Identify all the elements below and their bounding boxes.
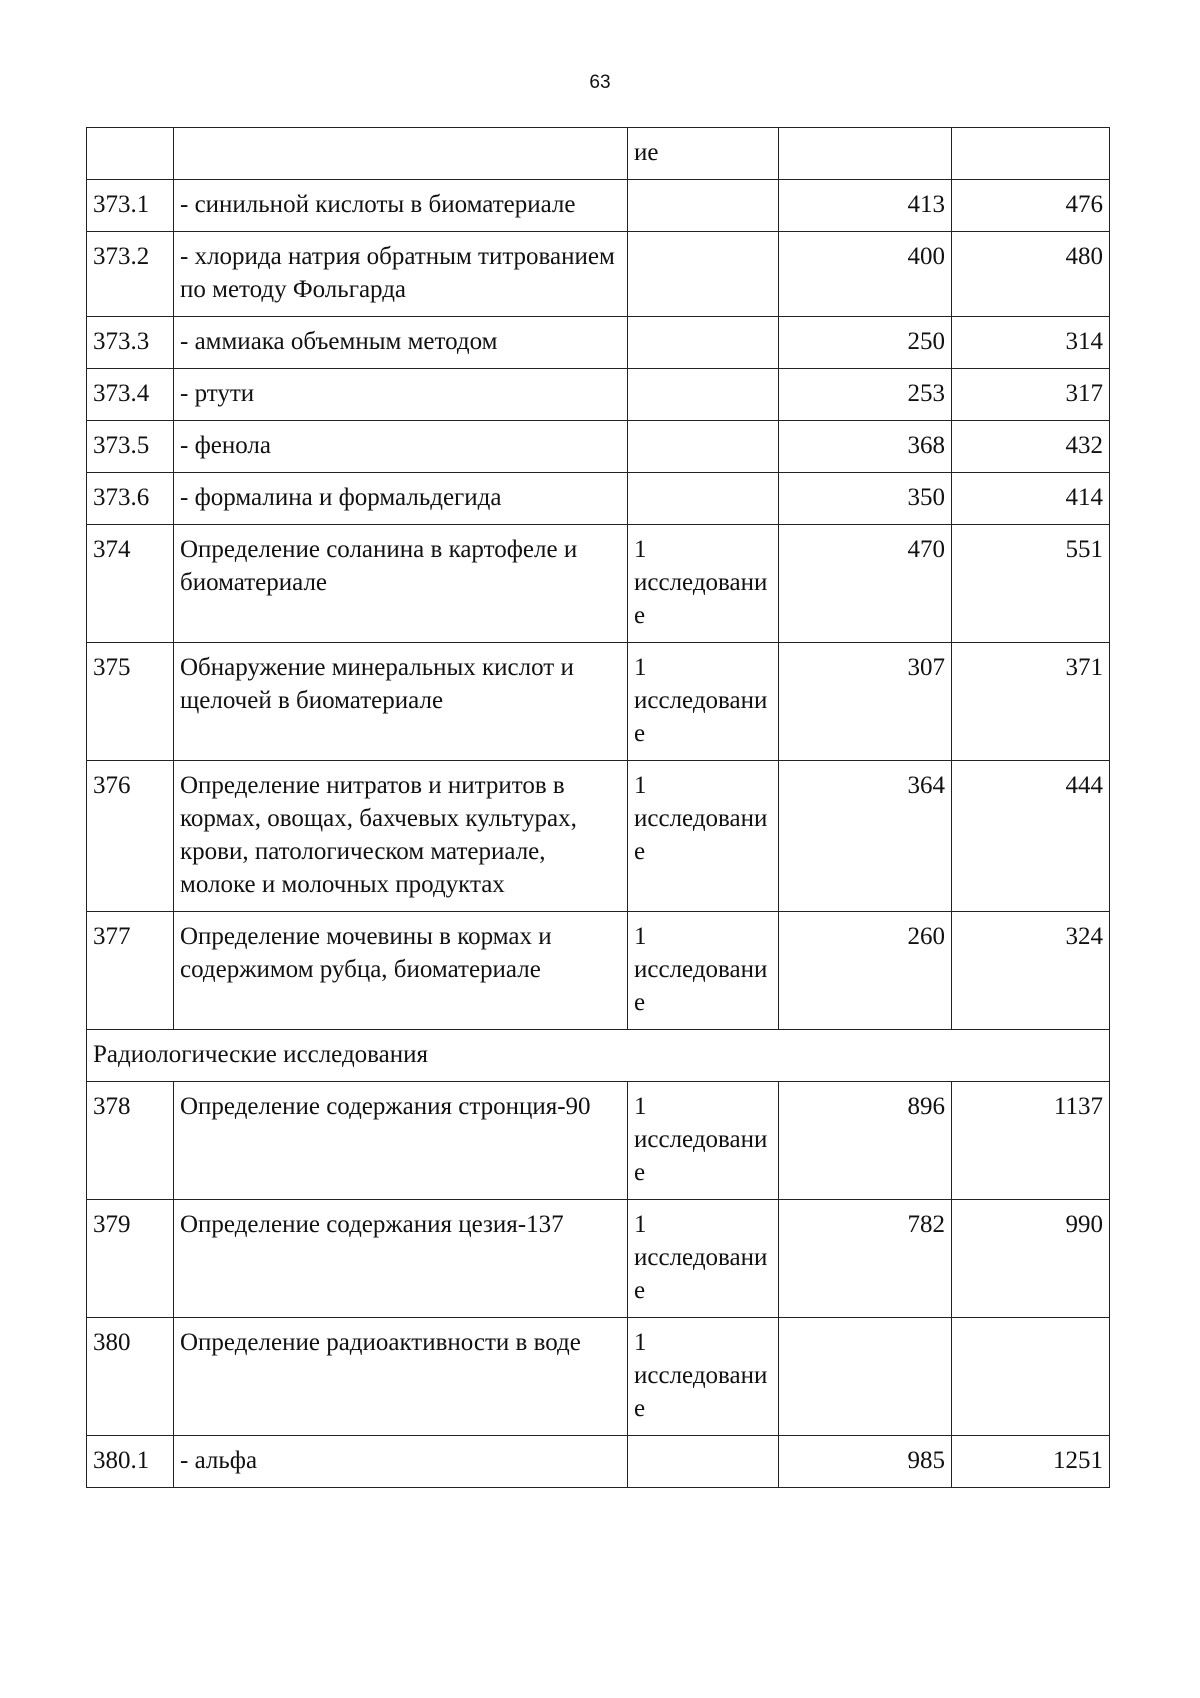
unit-cell: 1 исследование xyxy=(628,525,779,643)
code-cell: 374 xyxy=(87,525,174,643)
table-row xyxy=(87,525,1110,643)
name-cell: - синильной кислоты в биоматериале xyxy=(174,180,628,232)
price-1-cell: 782 xyxy=(779,1200,952,1318)
price-2-cell: 551 xyxy=(952,525,1110,643)
section-title: Радиологические исследования xyxy=(87,1030,1110,1082)
code-cell: 376 xyxy=(87,761,174,912)
price-2-cell: 371 xyxy=(952,643,1110,761)
table-row xyxy=(87,473,1110,525)
unit-cell xyxy=(628,180,779,232)
table-row xyxy=(87,421,1110,473)
unit-cell xyxy=(628,232,779,317)
table-row xyxy=(87,1082,1110,1200)
code-cell: 373.2 xyxy=(87,232,174,317)
price-1-cell: 985 xyxy=(779,1436,952,1488)
name-cell xyxy=(174,128,628,180)
table-row xyxy=(87,128,1110,180)
price-1-cell: 364 xyxy=(779,761,952,912)
name-cell: - хлорида натрия обратным титрованием по методу Фольгарда xyxy=(174,232,628,317)
code-cell: 377 xyxy=(87,912,174,1030)
unit-cell: 1 исследование xyxy=(628,643,779,761)
price-1-cell: 470 xyxy=(779,525,952,643)
unit-cell: 1 исследование xyxy=(628,1200,779,1318)
unit-cell: 1 исследование xyxy=(628,912,779,1030)
price-2-cell: 476 xyxy=(952,180,1110,232)
price-2-cell: 990 xyxy=(952,1200,1110,1318)
code-cell: 373.5 xyxy=(87,421,174,473)
section-header-row xyxy=(87,1030,1110,1082)
price-2-cell: 1137 xyxy=(952,1082,1110,1200)
unit-cell xyxy=(628,421,779,473)
table-body xyxy=(87,128,1110,1488)
name-cell: Определение содержания цезия-137 xyxy=(174,1200,628,1318)
name-cell: - формалина и формальдегида xyxy=(174,473,628,525)
name-cell: Определение соланина в картофеле и биоматериале xyxy=(174,525,628,643)
name-cell: Определение нитратов и нитритов в кормах, овощах, бахчевых культурах, крови, патологическом материале, молоке и молочных продуктах xyxy=(174,761,628,912)
unit-cell: ие xyxy=(628,128,779,180)
table-row xyxy=(87,232,1110,317)
price-1-cell: 253 xyxy=(779,369,952,421)
table-row xyxy=(87,912,1110,1030)
table-row xyxy=(87,317,1110,369)
price-2-cell xyxy=(952,128,1110,180)
unit-cell xyxy=(628,369,779,421)
unit-cell xyxy=(628,473,779,525)
code-cell: 373.3 xyxy=(87,317,174,369)
price-2-cell: 317 xyxy=(952,369,1110,421)
code-cell: 373.6 xyxy=(87,473,174,525)
price-2-cell xyxy=(952,1318,1110,1436)
price-1-cell: 260 xyxy=(779,912,952,1030)
price-1-cell: 350 xyxy=(779,473,952,525)
price-1-cell: 250 xyxy=(779,317,952,369)
price-2-cell: 314 xyxy=(952,317,1110,369)
name-cell: - ртути xyxy=(174,369,628,421)
unit-cell xyxy=(628,317,779,369)
code-cell: 380.1 xyxy=(87,1436,174,1488)
price-1-cell: 368 xyxy=(779,421,952,473)
price-2-cell: 324 xyxy=(952,912,1110,1030)
table-row xyxy=(87,1436,1110,1488)
unit-cell: 1 исследование xyxy=(628,1082,779,1200)
price-1-cell xyxy=(779,1318,952,1436)
name-cell: Определение радиоактивности в воде xyxy=(174,1318,628,1436)
code-cell: 375 xyxy=(87,643,174,761)
unit-cell xyxy=(628,1436,779,1488)
table-row xyxy=(87,761,1110,912)
price-1-cell: 400 xyxy=(779,232,952,317)
table-row xyxy=(87,180,1110,232)
page-number: 63 xyxy=(589,72,611,93)
price-1-cell: 896 xyxy=(779,1082,952,1200)
name-cell: Обнаружение минеральных кислот и щелочей в биоматериале xyxy=(174,643,628,761)
name-cell: - фенола xyxy=(174,421,628,473)
table-row xyxy=(87,369,1110,421)
name-cell: Определение мочевины в кормах и содержимом рубца, биоматериале xyxy=(174,912,628,1030)
code-cell: 380 xyxy=(87,1318,174,1436)
table-row xyxy=(87,1200,1110,1318)
unit-cell: 1 исследование xyxy=(628,761,779,912)
code-cell xyxy=(87,128,174,180)
code-cell: 379 xyxy=(87,1200,174,1318)
code-cell: 378 xyxy=(87,1082,174,1200)
price-2-cell: 414 xyxy=(952,473,1110,525)
price-1-cell: 307 xyxy=(779,643,952,761)
price-1-cell xyxy=(779,128,952,180)
name-cell: - аммиака объемным методом xyxy=(174,317,628,369)
name-cell: Определение содержания стронция-90 xyxy=(174,1082,628,1200)
price-2-cell: 444 xyxy=(952,761,1110,912)
name-cell: - альфа xyxy=(174,1436,628,1488)
price-2-cell: 432 xyxy=(952,421,1110,473)
code-cell: 373.1 xyxy=(87,180,174,232)
unit-cell: 1 исследование xyxy=(628,1318,779,1436)
table-row xyxy=(87,643,1110,761)
table-row xyxy=(87,1318,1110,1436)
code-cell: 373.4 xyxy=(87,369,174,421)
price-table xyxy=(86,127,1110,1488)
price-2-cell: 480 xyxy=(952,232,1110,317)
price-2-cell: 1251 xyxy=(952,1436,1110,1488)
price-1-cell: 413 xyxy=(779,180,952,232)
